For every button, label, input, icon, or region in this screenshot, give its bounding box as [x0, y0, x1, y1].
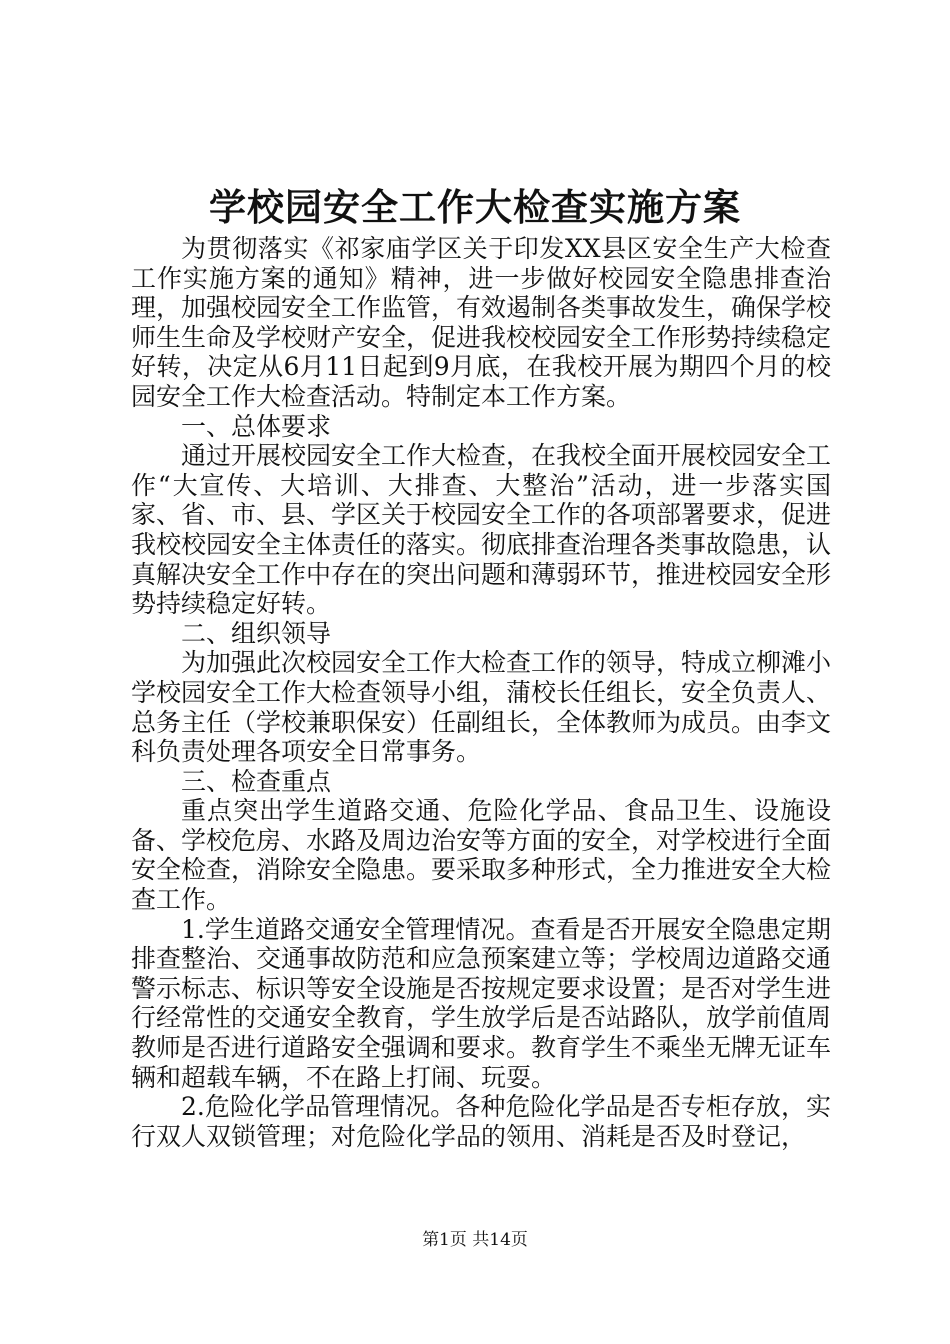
- paragraph-item-1: 1.学生道路交通安全管理情况。查看是否开展安全隐患定期排查整治、交通事故防范和应急预案建立等；学校周边道路交通警示标志、标识等安全设施是否按规定要求设置；是否对学生进行经常性的交通安全教育，学生放学后是否站路队，放学前值周教师是否进行道路安全强调和要求。教育学生不乘坐无牌无证车辆和超载车辆，不在路上打闹、玩耍。: [131, 914, 832, 1092]
- page-footer: 第1页 共14页: [422, 1230, 528, 1250]
- section-heading-3: 三、检查重点: [181, 766, 332, 796]
- paragraph-intro: 为贯彻落实《祁家庙学区关于印发XX县区安全生产大检查工作实施方案的通知》精神，进一步做好校园安全隐患排查治理，加强校园安全工作监管，有效遏制各类事故发生，确保学校师生生命及学校财产安全，促进我校校园安全工作形势持续稳定好转，决定从6月11日起到9月底，在我校开展为期四个月的校园安全工作大检查活动。特制定本工作方案。: [131, 234, 832, 411]
- paragraph-general-requirements: 通过开展校园安全工作大检查，在我校全面开展校园安全工作“大宣传、大培训、大排查、大整治”活动，进一步落实国家、省、市、县、学区关于校园安全工作的各项部署要求，促进我校校园安全主体责任的落实。彻底排查治理各类事故隐患，认真解决安全工作中存在的突出问题和薄弱环节，推进校园安全形势持续稳定好转。: [131, 441, 832, 619]
- document-title: 学校园安全工作大检查实施方案: [209, 185, 741, 229]
- section-heading-2: 二、组织领导: [181, 618, 332, 648]
- paragraph-inspection-focus: 重点突出学生道路交通、危险化学品、食品卫生、设施设备、学校危房、水路及周边治安等方面的安全，对学校进行全面安全检查，消除安全隐患。要采取多种形式，全力推进安全大检查工作。: [131, 796, 832, 915]
- paragraph-item-2: 2.危险化学品管理情况。各种危险化学品是否专柜存放，实行双人双锁管理；对危险化学品的领用、消耗是否及时登记，: [131, 1092, 831, 1151]
- section-heading-1: 一、总体要求: [181, 411, 332, 441]
- document-body: [131, 234, 831, 1151]
- paragraph-leadership: 为加强此次校园安全工作大检查工作的领导，特成立柳滩小学校园安全工作大检查领导小组，蒲校长任组长，安全负责人、总务主任（学校兼职保安）任副组长，全体教师为成员。由李文科负责处理各项安全日常事务。: [131, 648, 832, 767]
